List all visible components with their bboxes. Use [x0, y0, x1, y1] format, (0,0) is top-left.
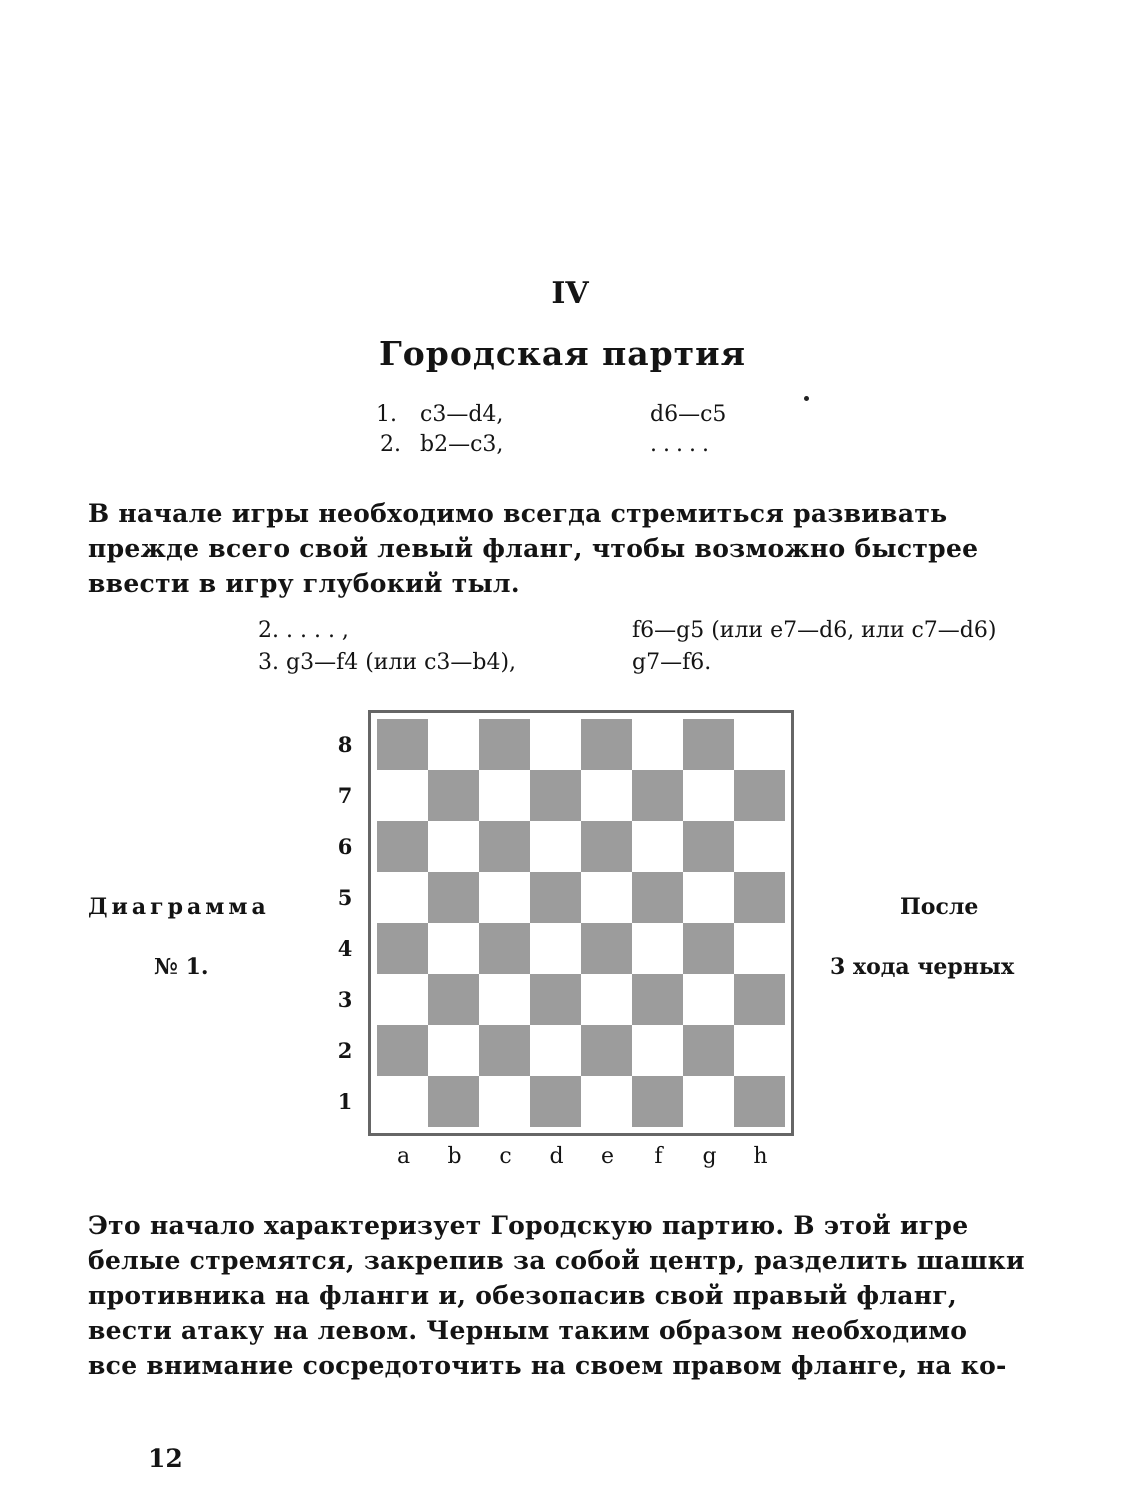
square-b6 [428, 821, 479, 872]
square-g2 [683, 1025, 734, 1076]
square-a1 [377, 1076, 428, 1127]
square-h7 [734, 770, 785, 821]
file-label: h [753, 1144, 768, 1169]
square-d6 [530, 821, 581, 872]
print-speck [804, 396, 809, 401]
rank-label: 5 [337, 885, 353, 910]
square-h5 [734, 872, 785, 923]
square-c7 [479, 770, 530, 821]
rank-label: 3 [337, 987, 353, 1012]
square-d8 [530, 719, 581, 770]
square-g7 [683, 770, 734, 821]
file-label: f [654, 1144, 663, 1169]
chapter-title: Городская партия [379, 334, 746, 373]
rank-label: 6 [337, 834, 353, 859]
diagram-note: 3 хода черных [830, 954, 1015, 980]
square-f4 [632, 923, 683, 974]
file-label: a [396, 1144, 411, 1169]
square-e1 [581, 1076, 632, 1127]
square-a7 [377, 770, 428, 821]
square-a4 [377, 923, 428, 974]
square-b5 [428, 872, 479, 923]
square-g8 [683, 719, 734, 770]
diagram-note: После [900, 894, 979, 920]
square-g6 [683, 821, 734, 872]
white-move: 2. . . . . , [258, 618, 349, 643]
square-h3 [734, 974, 785, 1025]
white-move: b2—c3, [420, 432, 504, 457]
text-line: противника на фланги и, обезопасив свой правый фланг, [88, 1281, 958, 1310]
square-c1 [479, 1076, 530, 1127]
move-number: 2. [380, 432, 401, 457]
file-label: e [600, 1144, 615, 1169]
checkers-board [368, 710, 794, 1136]
file-label: d [549, 1144, 564, 1169]
square-e5 [581, 872, 632, 923]
square-b7 [428, 770, 479, 821]
square-e3 [581, 974, 632, 1025]
file-label: g [702, 1144, 717, 1169]
rank-label: 2 [337, 1038, 353, 1063]
square-e8 [581, 719, 632, 770]
text-line: вести атаку на левом. Черным таким образом необходимо [88, 1316, 968, 1345]
paragraph-intro [88, 496, 1053, 601]
text-line: Это начало характеризует Городскую партию. В этой игре [88, 1211, 969, 1240]
square-a2 [377, 1025, 428, 1076]
square-h1 [734, 1076, 785, 1127]
square-f8 [632, 719, 683, 770]
square-h6 [734, 821, 785, 872]
text-line: все внимание сосредоточить на своем правом фланге, на ко- [88, 1351, 1007, 1380]
text-line: белые стремятся, закрепив за собой центр, разделить шашки [88, 1246, 1025, 1275]
square-a5 [377, 872, 428, 923]
square-c8 [479, 719, 530, 770]
square-f7 [632, 770, 683, 821]
black-move: ..... [650, 432, 715, 457]
rank-label: 8 [337, 732, 353, 757]
square-f2 [632, 1025, 683, 1076]
file-label: c [499, 1144, 512, 1169]
square-c3 [479, 974, 530, 1025]
rank-label: 7 [337, 783, 353, 808]
square-h2 [734, 1025, 785, 1076]
paragraph-explanation [88, 1208, 1053, 1383]
square-d4 [530, 923, 581, 974]
square-h8 [734, 719, 785, 770]
square-c4 [479, 923, 530, 974]
square-c6 [479, 821, 530, 872]
square-d5 [530, 872, 581, 923]
square-d3 [530, 974, 581, 1025]
black-move: g7—f6. [632, 650, 712, 675]
square-b1 [428, 1076, 479, 1127]
text-line: прежде всего свой левый фланг, чтобы возможно быстрее [88, 534, 979, 563]
square-e4 [581, 923, 632, 974]
square-g3 [683, 974, 734, 1025]
rank-label: 1 [337, 1089, 353, 1114]
square-b8 [428, 719, 479, 770]
black-move: d6—c5 [650, 402, 727, 427]
text-line: В начале игры необходимо всегда стремиться развивать [88, 499, 948, 528]
page-number: 12 [148, 1444, 183, 1473]
square-g4 [683, 923, 734, 974]
file-label: b [447, 1144, 462, 1169]
chapter-number: IV [551, 276, 589, 311]
square-g5 [683, 872, 734, 923]
square-a8 [377, 719, 428, 770]
square-d7 [530, 770, 581, 821]
square-h4 [734, 923, 785, 974]
square-a6 [377, 821, 428, 872]
square-e6 [581, 821, 632, 872]
diagram-caption: Диаграмма [88, 894, 270, 920]
square-b2 [428, 1025, 479, 1076]
square-c2 [479, 1025, 530, 1076]
square-b3 [428, 974, 479, 1025]
square-e7 [581, 770, 632, 821]
square-f6 [632, 821, 683, 872]
text-line: ввести в игру глубокий тыл. [88, 569, 520, 598]
rank-label: 4 [337, 936, 353, 961]
square-f5 [632, 872, 683, 923]
white-move: 3. g3—f4 (или c3—b4), [258, 650, 517, 675]
square-d2 [530, 1025, 581, 1076]
black-move: f6—g5 (или e7—d6, или c7—d6) [632, 618, 997, 643]
diagram-number: № 1. [154, 954, 209, 980]
square-e2 [581, 1025, 632, 1076]
move-number: 1. [376, 402, 397, 427]
square-d1 [530, 1076, 581, 1127]
white-move: c3—d4, [420, 402, 504, 427]
square-g1 [683, 1076, 734, 1127]
square-f1 [632, 1076, 683, 1127]
square-b4 [428, 923, 479, 974]
square-f3 [632, 974, 683, 1025]
square-a3 [377, 974, 428, 1025]
square-c5 [479, 872, 530, 923]
